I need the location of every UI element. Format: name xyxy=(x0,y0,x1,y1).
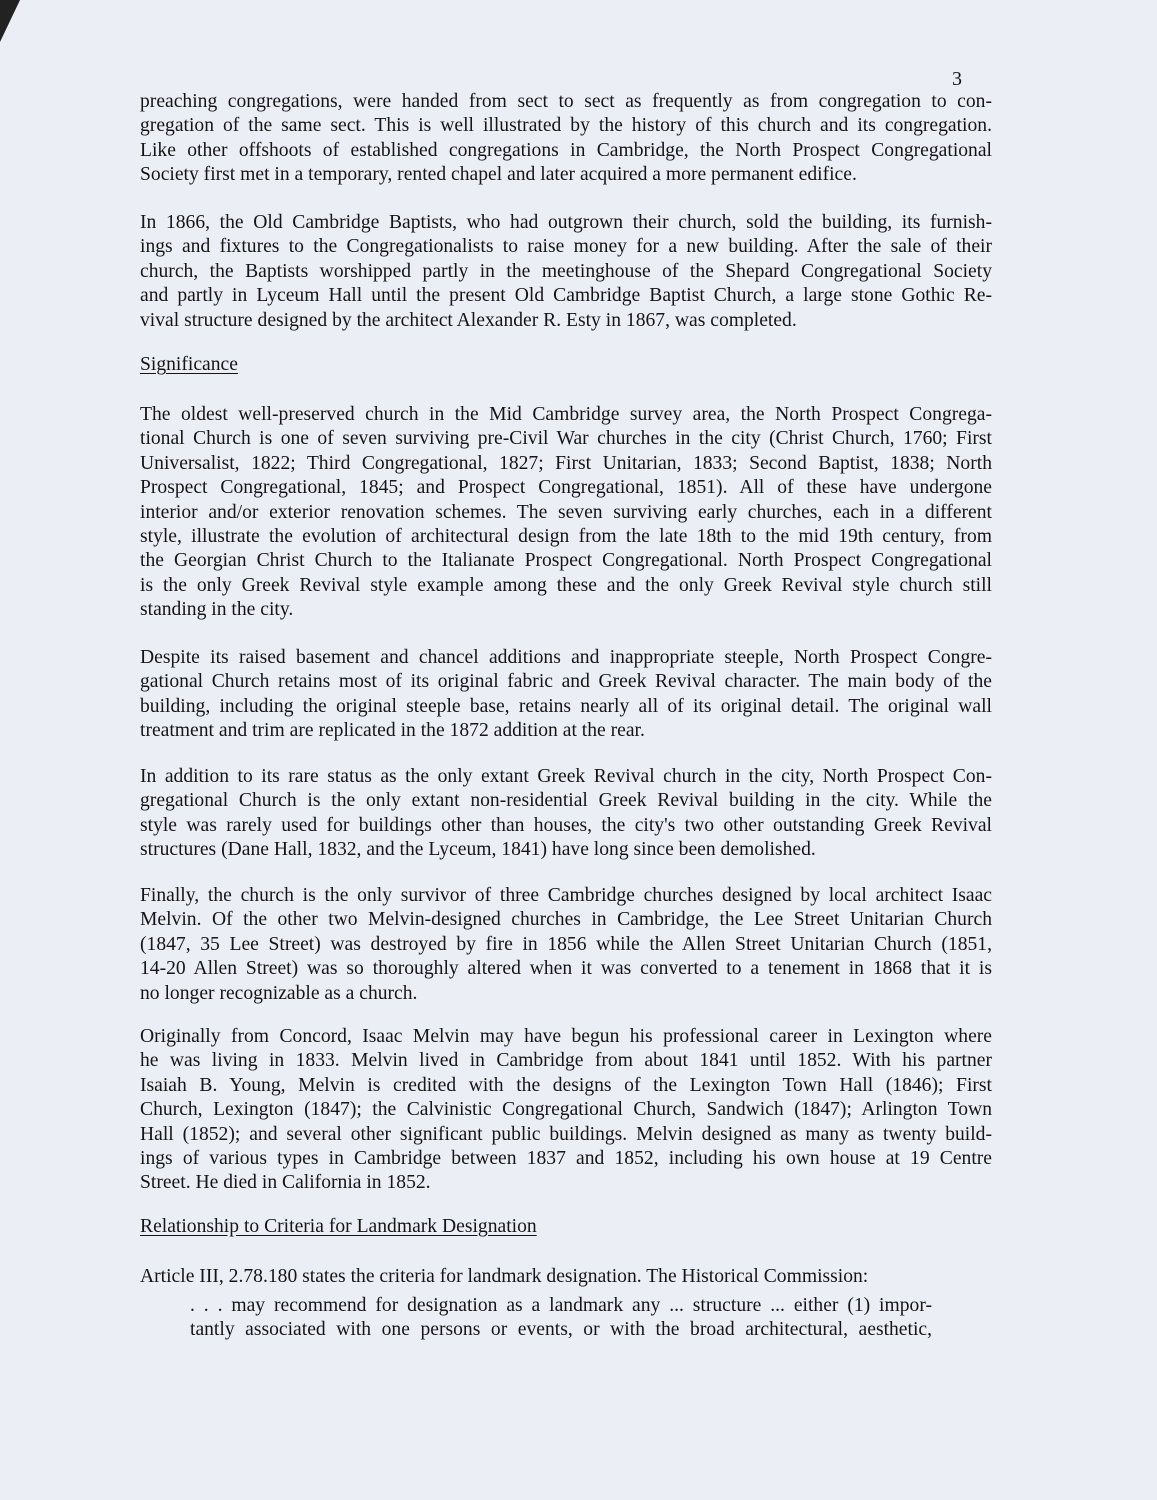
text-line: preaching congregations, were handed from sect to sect as frequently as from congregation to con- xyxy=(140,91,992,112)
paragraph xyxy=(140,646,992,744)
text-line: Church, Lexington (1847); the Calvinistic Congregational Church, Sandwich (1847); Arlington Town xyxy=(140,1099,992,1121)
text-line: treatment and trim are replicated in the 1872 addition at the rear. xyxy=(140,720,645,742)
text-line: no longer recognizable as a church. xyxy=(140,982,418,1004)
text-line: he was living in 1833. Melvin lived in Cambridge from about 1841 until 1852. With his partner xyxy=(140,1050,992,1072)
scan-corner-mark xyxy=(0,0,20,42)
text-line: Like other offshoots of established congregations in Cambridge, the North Prospect Congregational xyxy=(140,139,992,161)
text-line: Originally from Concord, Isaac Melvin may have begun his professional career in Lexington where xyxy=(140,1026,992,1047)
text-line: ings of various types in Cambridge between 1837 and 1852, including his own house at 19 Centre xyxy=(140,1148,992,1170)
text-line: Hall (1852); and several other significant public buildings. Melvin designed as many as twenty build- xyxy=(140,1123,992,1145)
text-line: In addition to its rare status as the only extant Greek Revival church in the city, North Prospect Con- xyxy=(140,766,992,787)
text-line: the Georgian Christ Church to the Italianate Prospect Congregational. North Prospect Congregational xyxy=(140,550,992,572)
page-number: 3 xyxy=(952,68,962,90)
text-line: is the only Greek Revival style example among these and the only Greek Revival style church still xyxy=(140,574,992,596)
block-quote xyxy=(190,1294,932,1343)
text-line: Despite its raised basement and chancel additions and inappropriate steeple, North Prospect Congre- xyxy=(140,647,992,668)
text-line: gregational Church is the only extant non-residential Greek Revival building in the city. While the xyxy=(140,790,992,812)
text-line: ings and fixtures to the Congregationalists to raise money for a new building. After the sale of their xyxy=(140,236,992,258)
text-line: gational Church retains most of its original fabric and Greek Revival character. The main body of the xyxy=(140,671,992,693)
paragraph xyxy=(140,90,992,188)
paragraph xyxy=(140,1025,992,1196)
text-line: Finally, the church is the only survivor of three Cambridge churches designed by local architect Isaac xyxy=(140,885,992,906)
text-line: gregation of the same sect. This is well illustrated by the history of this church and its congregation. xyxy=(140,115,992,137)
text-line: style, illustrate the evolution of architectural design from the late 18th to the mid 19th century, from xyxy=(140,526,992,548)
text-line: church, the Baptists worshipped partly in the meetinghouse of the Shepard Congregational Society xyxy=(140,260,992,282)
text-line: Article III, 2.78.180 states the criteria for landmark designation. The Historical Commission: xyxy=(140,1266,869,1287)
paragraph xyxy=(140,211,992,333)
paragraph xyxy=(140,403,992,623)
text-line: and partly in Lyceum Hall until the present Old Cambridge Baptist Church, a large stone Gothic Re- xyxy=(140,285,992,307)
heading-significance: Significance xyxy=(140,354,238,375)
text-line: vival structure designed by the architect Alexander R. Esty in 1867, was completed. xyxy=(140,309,797,331)
text-line: Prospect Congregational, 1845; and Prospect Congregational, 1851). All of these have undergone xyxy=(140,477,992,499)
text-line: standing in the city. xyxy=(140,599,294,621)
text-line: structures (Dane Hall, 1832, and the Lyceum, 1841) have long since been demolished. xyxy=(140,839,816,861)
text-line: Isaiah B. Young, Melvin is credited with the designs of the Lexington Town Hall (1846); First xyxy=(140,1074,992,1096)
text-line: Universalist, 1822; Third Congregational, 1827; First Unitarian, 1833; Second Baptist, 1838; North xyxy=(140,452,992,474)
paragraph xyxy=(140,765,992,863)
text-line: building, including the original steeple base, retains nearly all of its original detail. The original wall xyxy=(140,695,992,717)
heading-criteria: Relationship to Criteria for Landmark Designation xyxy=(140,1216,537,1237)
text-line: In 1866, the Old Cambridge Baptists, who had outgrown their church, sold the building, its furnish- xyxy=(140,212,992,233)
text-line: Society first met in a temporary, rented chapel and later acquired a more permanent edifice. xyxy=(140,164,857,186)
text-line: Street. He died in California in 1852. xyxy=(140,1172,431,1194)
text-line: Melvin. Of the other two Melvin-designed churches in Cambridge, the Lee Street Unitarian Church xyxy=(140,909,992,931)
paragraph xyxy=(140,884,992,1006)
text-line: The oldest well-preserved church in the Mid Cambridge survey area, the North Prospect Congrega- xyxy=(140,404,992,425)
text-line: tional Church is one of seven surviving pre-Civil War churches in the city (Christ Church, 1760; First xyxy=(140,428,992,450)
text-line: style was rarely used for buildings other than houses, the city's two other outstanding Greek Revival xyxy=(140,814,992,836)
text-line: 14-20 Allen Street) was so thoroughly altered when it was converted to a tenement in 1868 that it is xyxy=(140,958,992,980)
text-line: . . . may recommend for designation as a landmark any ... structure ... either (1) impor- xyxy=(190,1295,932,1316)
text-line: (1847, 35 Lee Street) was destroyed by fire in 1856 while the Allen Street Unitarian Church (1851, xyxy=(140,933,992,955)
text-line: tantly associated with one persons or events, or with the broad architectural, aesthetic, xyxy=(190,1319,932,1341)
paragraph xyxy=(140,1265,992,1289)
text-line: interior and/or exterior renovation schemes. The seven surviving early churches, each in a different xyxy=(140,501,992,523)
